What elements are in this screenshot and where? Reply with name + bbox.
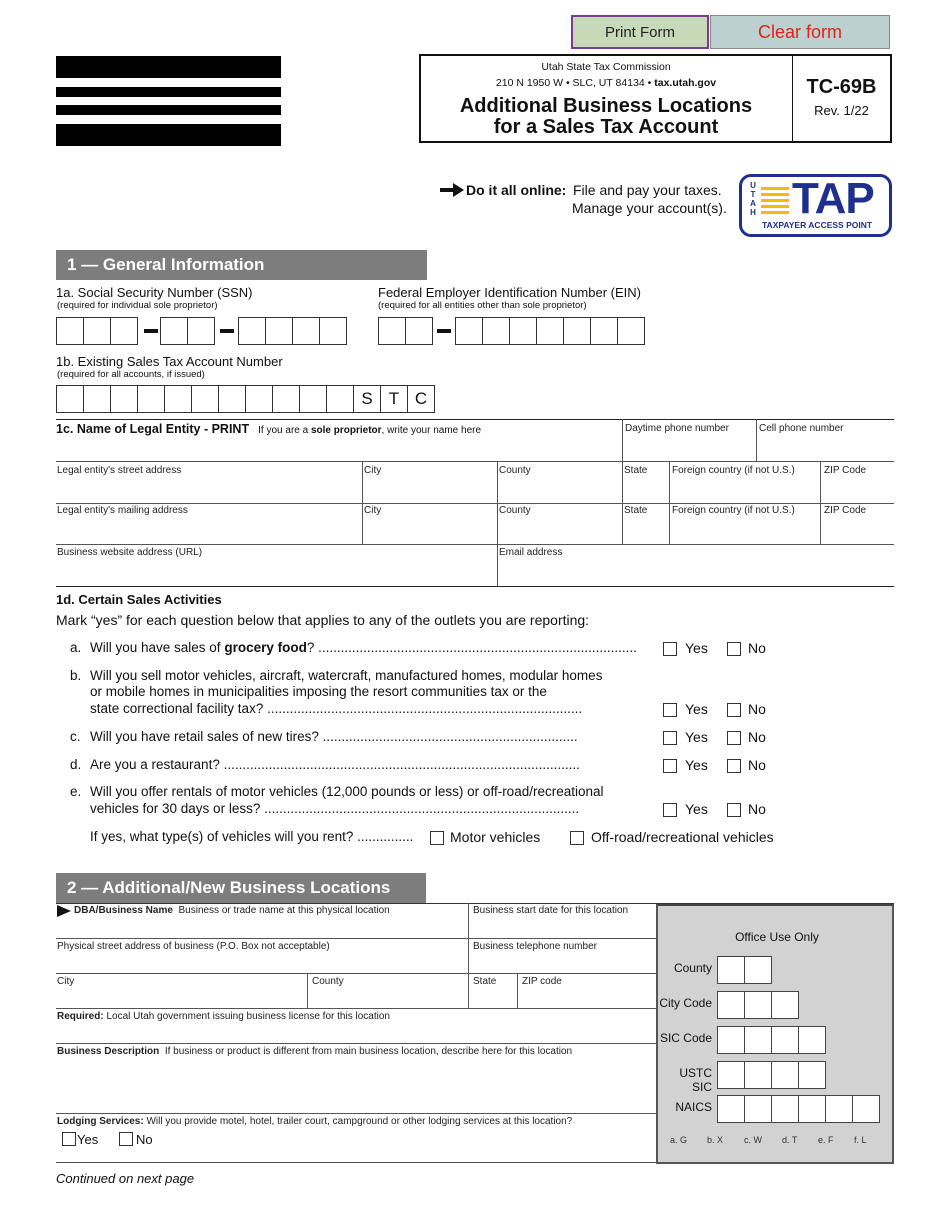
question-b-no-label: No xyxy=(748,701,766,717)
ssn-label: 1a. Social Security Number (SSN) xyxy=(56,285,253,300)
office-use-panel xyxy=(656,904,894,1164)
business-city-field[interactable]: City xyxy=(57,976,75,987)
question-b-yes-label: Yes xyxy=(685,701,708,717)
question-b-line1: Will you sell motor vehicles, aircraft, watercraft, manufactured homes, modular homes xyxy=(90,668,603,683)
office-letter: e. F xyxy=(818,1135,834,1145)
question-d-letter: d. xyxy=(70,757,82,772)
agency-address: 210 N 1950 W • SLC, UT 84134 • tax.utah.gov xyxy=(495,77,717,89)
question-d-no-checkbox[interactable] xyxy=(727,759,741,773)
office-letter: b. X xyxy=(707,1135,724,1145)
ein-note: (required for all entities other than sole proprietor) xyxy=(378,300,587,311)
daytime-phone-field[interactable]: Daytime phone number xyxy=(625,423,729,434)
section1-heading: 1 — General Information xyxy=(56,250,427,280)
street-city-field[interactable]: City xyxy=(364,465,382,476)
question-e-yes-checkbox[interactable] xyxy=(663,803,677,817)
business-state-field[interactable]: State xyxy=(473,976,497,987)
form-number: TC-69B xyxy=(806,76,877,98)
street-county-field[interactable]: County xyxy=(499,465,531,476)
mailing-city-field[interactable]: City xyxy=(364,505,382,516)
question-d: Are you a restaurant? ............................................................................................... xyxy=(90,757,580,772)
tap-logo-text: TAP xyxy=(792,174,874,223)
offroad-vehicles-checkbox[interactable] xyxy=(570,831,584,845)
business-zip-field[interactable]: ZIP code xyxy=(522,976,562,987)
question-c-yes-label: Yes xyxy=(685,729,708,745)
question-e-line2: vehicles for 30 days or less? .................................................................................... xyxy=(90,801,580,816)
office-naics-label: NAICS xyxy=(675,1100,712,1114)
question-d-yes-checkbox[interactable] xyxy=(663,759,677,773)
question-c-letter: c. xyxy=(70,729,81,744)
account-label: 1b. Existing Sales Tax Account Number xyxy=(56,354,283,369)
lodging-no-checkbox[interactable] xyxy=(119,1132,133,1146)
form-revision: Rev. 1/22 xyxy=(814,103,869,118)
street-zip-field[interactable]: ZIP Code xyxy=(824,465,867,476)
question-a-yes-checkbox[interactable] xyxy=(663,642,677,656)
physical-address-field[interactable]: Physical street address of business (P.O. Box not acceptable) xyxy=(57,941,330,952)
lodging-no-label: No xyxy=(136,1132,153,1147)
business-description-field[interactable]: Business Description If business or product is different from main business location, describe here for this location xyxy=(57,1046,573,1057)
legal-entity-label[interactable]: 1c. Name of Legal Entity - PRINT If you are a sole proprietor, write your name here xyxy=(56,422,482,436)
question-b-letter: b. xyxy=(70,668,82,683)
cell-phone-field[interactable]: Cell phone number xyxy=(759,423,844,434)
business-county-field[interactable]: County xyxy=(312,976,344,987)
ein-group1[interactable] xyxy=(378,317,433,345)
question-e-no-label: No xyxy=(748,801,766,817)
lodging-yes-label: Yes xyxy=(77,1132,99,1147)
tap-logo-subtitle: TAXPAYER ACCESS POINT xyxy=(762,220,873,230)
tap-stripes-icon xyxy=(761,187,791,222)
question-b-line3: state correctional facility tax? .................................................................................... xyxy=(90,701,583,716)
motor-vehicles-label: Motor vehicles xyxy=(450,829,541,845)
activities-title: 1d. Certain Sales Activities xyxy=(56,592,222,607)
office-sic-code-label: SIC Code xyxy=(659,1031,712,1045)
online-line1: File and pay your taxes. xyxy=(573,182,722,198)
account-number-input[interactable] xyxy=(56,385,435,413)
question-a: Will you have sales of grocery food? ..................................................................................... xyxy=(90,640,637,655)
section2-heading: 2 — Additional/New Business Locations xyxy=(56,873,426,903)
question-b-no-checkbox[interactable] xyxy=(727,703,741,717)
email-field[interactable]: Email address xyxy=(499,547,563,558)
office-use-title: Office Use Only xyxy=(735,930,819,944)
ein-label: Federal Employer Identification Number (EIN) xyxy=(378,285,641,300)
mailing-county-field[interactable]: County xyxy=(499,505,531,516)
ssn-group2[interactable] xyxy=(160,317,215,345)
online-line2: Manage your account(s). xyxy=(572,200,727,216)
office-letter: d. T xyxy=(782,1135,798,1145)
question-b-line2: or mobile homes in municipalities imposing the resort communities tax or the xyxy=(90,684,547,699)
account-note: (required for all accounts, if issued) xyxy=(57,369,205,380)
online-label: Do it all online: xyxy=(466,182,567,198)
office-ustc-sic-label: USTC SIC xyxy=(679,1066,712,1094)
stc-letter: C xyxy=(407,385,435,413)
ssn-group1[interactable] xyxy=(56,317,138,345)
question-a-no-label: No xyxy=(748,640,766,656)
question-c: Will you have retail sales of new tires? .................................................................... xyxy=(90,729,578,744)
question-e-no-checkbox[interactable] xyxy=(727,803,741,817)
mailing-state-field[interactable]: State xyxy=(624,505,648,516)
street-state-field[interactable]: State xyxy=(624,465,648,476)
tap-logo[interactable] xyxy=(739,174,892,237)
lodging-question: Lodging Services: Will you provide motel, hotel, trailer court, campground or other lodging services at this location? xyxy=(57,1116,573,1127)
offroad-vehicles-label: Off-road/recreational vehicles xyxy=(591,829,774,845)
start-date-field[interactable]: Business start date for this location xyxy=(473,905,629,916)
question-d-no-label: No xyxy=(748,757,766,773)
activities-intro: Mark “yes” for each question below that applies to any of the outlets you are reporting: xyxy=(56,612,590,628)
website-field[interactable]: Business website address (URL) xyxy=(57,547,203,558)
continued-note: Continued on next page xyxy=(56,1171,195,1186)
ein-group2[interactable] xyxy=(455,317,645,345)
street-address-field[interactable]: Legal entity's street address xyxy=(57,465,182,476)
question-d-yes-label: Yes xyxy=(685,757,708,773)
form-title-line2: for a Sales Tax Account xyxy=(493,116,719,138)
question-e-letter: e. xyxy=(70,784,82,799)
dba-name-field[interactable]: DBA/Business Name Business or trade name at this physical location xyxy=(74,905,390,916)
question-e-line1: Will you offer rentals of motor vehicles (12,000 pounds or less) or off-road/recreational xyxy=(90,784,604,799)
form-title-box xyxy=(419,54,892,143)
rent-question: If yes, what type(s) of vehicles will you rent? ............... xyxy=(90,829,414,844)
question-a-yes-label: Yes xyxy=(685,640,708,656)
question-c-no-checkbox[interactable] xyxy=(727,731,741,745)
office-letter: c. W xyxy=(744,1135,762,1145)
office-county-label: County xyxy=(673,961,712,975)
question-b-yes-checkbox[interactable] xyxy=(663,703,677,717)
mailing-zip-field[interactable]: ZIP Code xyxy=(824,505,867,516)
clear-form-button[interactable]: Clear form xyxy=(710,15,890,49)
agency-name: Utah State Tax Commission xyxy=(541,61,671,73)
tap-utah-letters: UTAH xyxy=(750,181,756,217)
ssn-note: (required for individual sole proprietor) xyxy=(57,300,218,311)
online-arrow-icon xyxy=(440,183,464,202)
form-title-line1: Additional Business Locations xyxy=(459,95,753,117)
dba-arrow-icon xyxy=(57,904,71,922)
ssn-group3[interactable] xyxy=(238,317,347,345)
stc-letter: T xyxy=(380,385,408,413)
lodging-yes-checkbox[interactable] xyxy=(62,1132,76,1146)
question-e-yes-label: Yes xyxy=(685,801,708,817)
question-c-yes-checkbox[interactable] xyxy=(663,731,677,745)
motor-vehicles-checkbox[interactable] xyxy=(430,831,444,845)
license-government-field[interactable]: Required: Local Utah government issuing business license for this location xyxy=(57,1011,390,1022)
question-c-no-label: No xyxy=(748,729,766,745)
office-city-code-label: City Code xyxy=(659,996,712,1010)
question-a-no-checkbox[interactable] xyxy=(727,642,741,656)
stc-letter: S xyxy=(353,385,381,413)
print-form-button[interactable]: Print Form xyxy=(571,15,709,49)
question-a-letter: a. xyxy=(70,640,82,655)
office-letter: a. G xyxy=(670,1135,688,1145)
mailing-foreign-field[interactable]: Foreign country (if not U.S.) xyxy=(672,505,795,516)
office-letter: f. L xyxy=(854,1135,867,1145)
business-phone-field[interactable]: Business telephone number xyxy=(473,941,597,952)
street-foreign-field[interactable]: Foreign country (if not U.S.) xyxy=(672,465,795,476)
mailing-address-field[interactable]: Legal entity's mailing address xyxy=(57,505,188,516)
